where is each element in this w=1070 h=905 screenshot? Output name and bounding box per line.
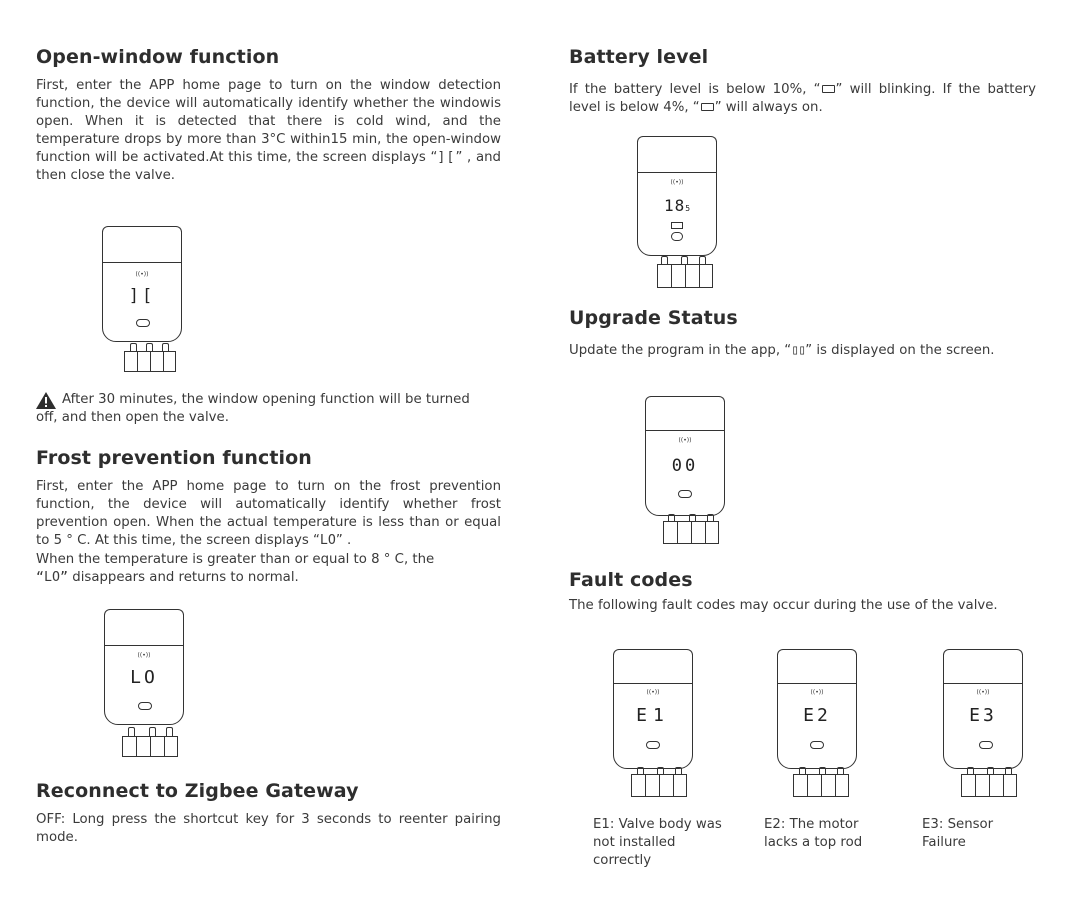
signal-icon: ((•)) xyxy=(678,437,692,444)
device-display: 185 xyxy=(663,196,691,215)
battery-low-icon xyxy=(822,85,835,93)
thermostat-battery xyxy=(637,136,717,288)
valve-grip xyxy=(663,521,719,544)
valve-grip xyxy=(793,774,849,797)
thermostat-fault-e1 xyxy=(613,649,693,797)
thermostat-fault-e2 xyxy=(777,649,857,797)
battery-body: If the battery level is below 10%, “ ” will blinking. If the battery level is below 4%, “ ” will always on. xyxy=(569,82,1037,115)
device-button xyxy=(138,702,152,710)
battery-low-icon xyxy=(701,103,714,111)
battery-icon xyxy=(671,222,683,229)
signal-icon: ((•)) xyxy=(976,689,990,696)
thermostat-upgrade xyxy=(645,396,725,546)
warning-note xyxy=(36,391,496,427)
fault-body: The following fault codes may occur during the use of the valve. xyxy=(569,598,998,613)
device-button xyxy=(810,741,824,749)
device-display: E3 xyxy=(969,705,997,726)
valve-grip xyxy=(122,736,178,757)
battery-title: Battery level xyxy=(569,46,709,68)
fault-caption-e2: E2: The motor lacks a top rod xyxy=(764,817,863,850)
device-display: LO xyxy=(130,667,158,688)
device-display: E1 xyxy=(636,705,670,726)
device-display: 00 xyxy=(671,456,699,476)
fault-caption-e3: E3: Sensor Failure xyxy=(922,817,994,850)
valve-grip xyxy=(657,264,713,288)
device-button xyxy=(136,319,150,327)
warning-text: After 30 minutes, the window opening function will be turned off, and then open the valve. xyxy=(36,392,470,425)
upgrade-body: Update the program in the app, “▯▯” is displayed on the screen. xyxy=(569,343,995,358)
signal-icon: ((•)) xyxy=(135,271,149,278)
upgrade-title: Upgrade Status xyxy=(569,307,738,329)
reconnect-body: OFF: Long press the shortcut key for 3 seconds to reenter pairing mode. xyxy=(36,812,501,845)
signal-icon: ((•)) xyxy=(137,652,151,659)
frost-body: First, enter the APP home page to turn on the frost prevention function, the device will automatically identify whether frost prevention open. When the actual temperature is less than or equal to 5 ° C. At this time, the screen displays “LO” . xyxy=(36,479,501,548)
reconnect-title: Reconnect to Zigbee Gateway xyxy=(36,780,359,802)
frost-body-2: When the temperature is greater than or equal to 8 ° C, the “LO” disappears and returns to normal. xyxy=(36,552,435,585)
open-window-body: First, enter the APP home page to turn on the window detection function, the device will automatically identify whether the windowis open. When it is detected that there is cold wind, and the temperature drops by more than 3°C within15 min, the open-window function will be activated.At this time, the screen displays “][” , and then close the valve. xyxy=(36,78,501,183)
signal-icon: ((•)) xyxy=(646,689,660,696)
device-button xyxy=(646,741,660,749)
device-display: ][ xyxy=(128,286,156,306)
signal-icon: ((•)) xyxy=(670,179,684,186)
device-button xyxy=(678,490,692,498)
device-button xyxy=(671,232,683,241)
fault-title: Fault codes xyxy=(569,569,693,591)
device-display: E2 xyxy=(803,705,831,726)
valve-grip xyxy=(124,351,176,372)
open-window-title: Open-window function xyxy=(36,46,280,68)
frost-title: Frost prevention function xyxy=(36,447,312,469)
thermostat-open-window xyxy=(102,226,182,372)
valve-grip xyxy=(961,774,1017,797)
device-button xyxy=(979,741,993,749)
thermostat-fault-e3 xyxy=(943,649,1023,797)
valve-grip xyxy=(631,774,687,797)
signal-icon: ((•)) xyxy=(810,689,824,696)
fault-caption-e1: E1: Valve body was not installed correctly xyxy=(593,817,722,868)
thermostat-frost xyxy=(104,609,184,757)
